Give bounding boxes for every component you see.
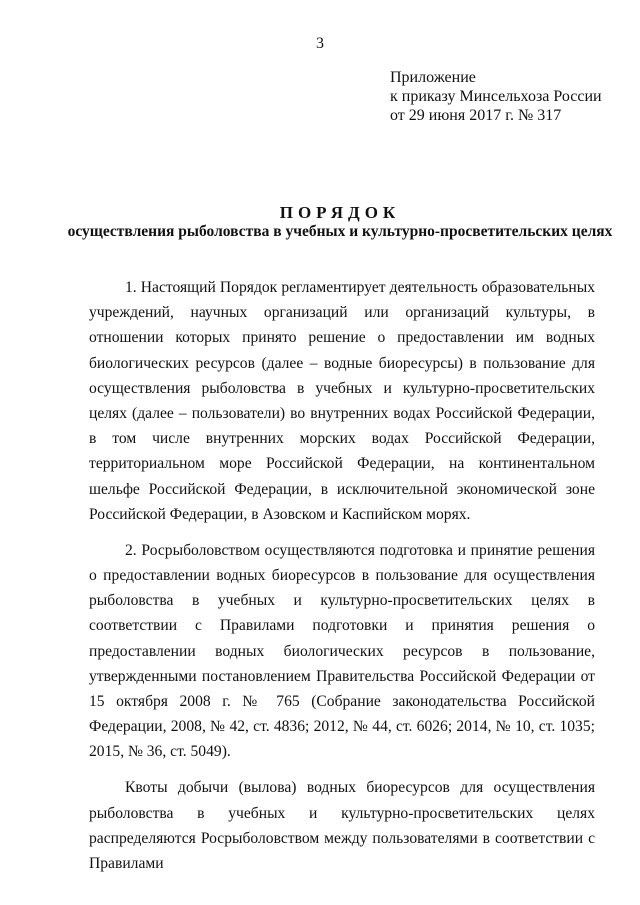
page-number: 3 (316, 35, 324, 52)
title-block (60, 203, 620, 240)
appendix-reference (390, 68, 630, 125)
appendix-line: Приложение (390, 69, 476, 86)
paragraph: 2. Росрыболовством осуществляются подготовка и принятие решения о предоставлении водных биоресурсов в пользование для осуществления рыболовства в учебных и культурно-просветительских целях в соответствии с Правилами подготовки и принятия решения о предоставлении водных биологических ресурсов в пользование, утвержденными постановлением Правительства Российской Федерации от 15 октября 2008 г. № 765 (Собрание законодательства Российской Федерации, 2008, № 42, ст. 4836; 2012, № 44, ст. 6026; 2014, № 10, ст. 1035; 2015, № 36, ст. 5049). (89, 541, 595, 761)
paragraph: Квоты добычи (вылова) водных биоресурсов для осуществления рыболовства в учебных и культурно-просветительских целях распределяются Росрыболовством между пользователями в соответствии с Правилами (89, 779, 595, 873)
document-title: ПОРЯДОК (279, 203, 401, 222)
appendix-line: к приказу Минсельхоза России (390, 88, 602, 105)
document-subtitle: осуществления рыболовства в учебных и культурно-просветительских целях (67, 223, 613, 240)
paragraph: 1. Настоящий Порядок регламентирует деятельность образовательных учреждений, научных организаций или организаций культуры, в отношении которых принято решение о предоставлении им водных биологических ресурсов (далее – водные биоресурсы) в пользование для осуществления рыболовства в учебных и культурно-просветительских целях (далее – пользователи) во внутренних водах Российской Федерации, в том числе внутренних морских водах Российской Федерации, территориальном море Российской Федерации, на континентальном шельфе Российской Федерации, в исключительной экономической зоне Российской Федерации, в Азовском и Каспийском морях. (89, 279, 595, 523)
appendix-line: от 29 июня 2017 г. № 317 (390, 107, 562, 124)
document-body (89, 275, 595, 887)
